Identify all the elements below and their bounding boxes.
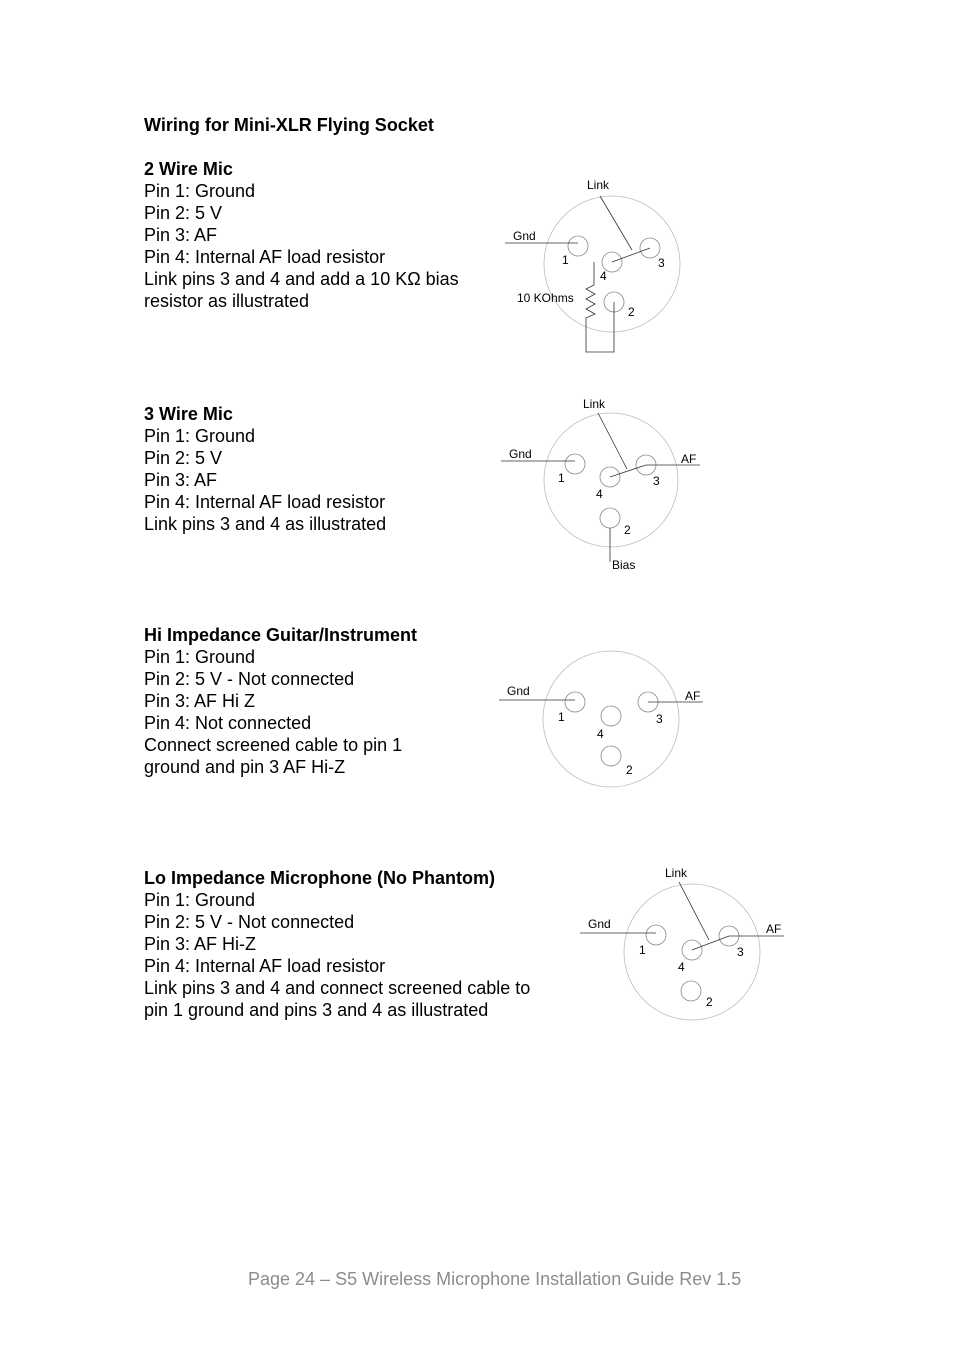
pin-3-label: 3 [737, 945, 744, 959]
link-pointer [679, 882, 709, 940]
pin-4-label: 4 [678, 960, 685, 974]
document-title: Wiring for Mini-XLR Flying Socket [144, 115, 434, 135]
pin-3-label: 3 [653, 474, 660, 488]
pin-1 [565, 454, 585, 474]
pin-4-text: Pin 4: Internal AF load resistor [144, 956, 386, 976]
gnd-label: Gnd [588, 917, 611, 931]
pin-4-text: Pin 4: Not connected [144, 713, 312, 733]
pin-3-text: Pin 3: AF Hi Z [144, 691, 256, 711]
gnd-label: Gnd [513, 229, 536, 243]
pin-1-label: 1 [558, 710, 565, 724]
pin-2-text: Pin 2: 5 V - Not connected [144, 912, 355, 932]
section-heading: Lo Impedance Microphone (No Phantom) [144, 868, 496, 888]
gnd-label: Gnd [507, 684, 530, 698]
pin-3-label: 3 [658, 256, 665, 270]
page-footer: Page 24 – S5 Wireless Microphone Installation Guide Rev 1.5 [248, 1269, 742, 1289]
link-label: Link [587, 178, 610, 192]
pin-3-label: 3 [656, 712, 663, 726]
pin-1 [568, 236, 588, 256]
pin-2-label: 2 [628, 305, 635, 319]
resistor-label: 10 KOhms [517, 291, 574, 305]
pin-2-text: Pin 2: 5 V [144, 203, 223, 223]
pin-1 [646, 925, 666, 945]
link-label: Link [665, 866, 688, 880]
instruction-text: ground and pin 3 AF Hi-Z [144, 757, 346, 777]
instruction-text: Link pins 3 and 4 and connect screened cable to [144, 978, 531, 998]
pin-1-text: Pin 1: Ground [144, 181, 256, 201]
pin-4 [601, 706, 621, 726]
gnd-label: Gnd [509, 447, 532, 461]
pin-1-label: 1 [562, 253, 569, 267]
instruction-text: pin 1 ground and pins 3 and 4 as illustrated [144, 1000, 489, 1020]
instruction-text: resistor as illustrated [144, 291, 310, 311]
instruction-text: Connect screened cable to pin 1 [144, 735, 403, 755]
section-heading: 2 Wire Mic [144, 159, 233, 179]
af-label: AF [681, 452, 697, 466]
pin-4-text: Pin 4: Internal AF load resistor [144, 492, 386, 512]
pin-2-label: 2 [624, 523, 631, 537]
pin-2-text: Pin 2: 5 V - Not connected [144, 669, 355, 689]
instruction-text: Link pins 3 and 4 as illustrated [144, 514, 387, 534]
pin-1-text: Pin 1: Ground [144, 647, 256, 667]
xlr-diagram-lo-impedance [580, 866, 784, 1020]
pin-2 [601, 746, 621, 766]
pin-2 [681, 981, 701, 1001]
pin-4-text: Pin 4: Internal AF load resistor [144, 247, 386, 267]
bias-label: Bias [612, 558, 636, 572]
pin-1-label: 1 [558, 471, 565, 485]
af-label: AF [766, 922, 782, 936]
pin-1-text: Pin 1: Ground [144, 890, 256, 910]
pin-3-text: Pin 3: AF [144, 470, 218, 490]
pin-2-label: 2 [706, 995, 713, 1009]
xlr-diagram-3-wire [501, 397, 700, 572]
xlr-diagram-hi-impedance [499, 651, 703, 787]
instruction-text: Link pins 3 and 4 and add a 10 KΩ bias [144, 269, 459, 289]
section-heading: Hi Impedance Guitar/Instrument [144, 625, 418, 645]
pin-2-label: 2 [626, 763, 633, 777]
pin-4-label: 4 [596, 487, 603, 501]
pin-3-text: Pin 3: AF [144, 225, 218, 245]
pin-2 [600, 508, 620, 528]
pin-1 [565, 692, 585, 712]
section-heading: 3 Wire Mic [144, 404, 233, 424]
pin-1-label: 1 [639, 943, 646, 957]
link-label: Link [583, 397, 606, 411]
pin-4-label: 4 [600, 269, 607, 283]
af-label: AF [685, 689, 701, 703]
pin-2-text: Pin 2: 5 V [144, 448, 223, 468]
pin-3-text: Pin 3: AF Hi-Z [144, 934, 257, 954]
pin-1-text: Pin 1: Ground [144, 426, 256, 446]
link-pointer [598, 413, 627, 469]
link-pointer [600, 196, 632, 250]
pin-4-label: 4 [597, 727, 604, 741]
